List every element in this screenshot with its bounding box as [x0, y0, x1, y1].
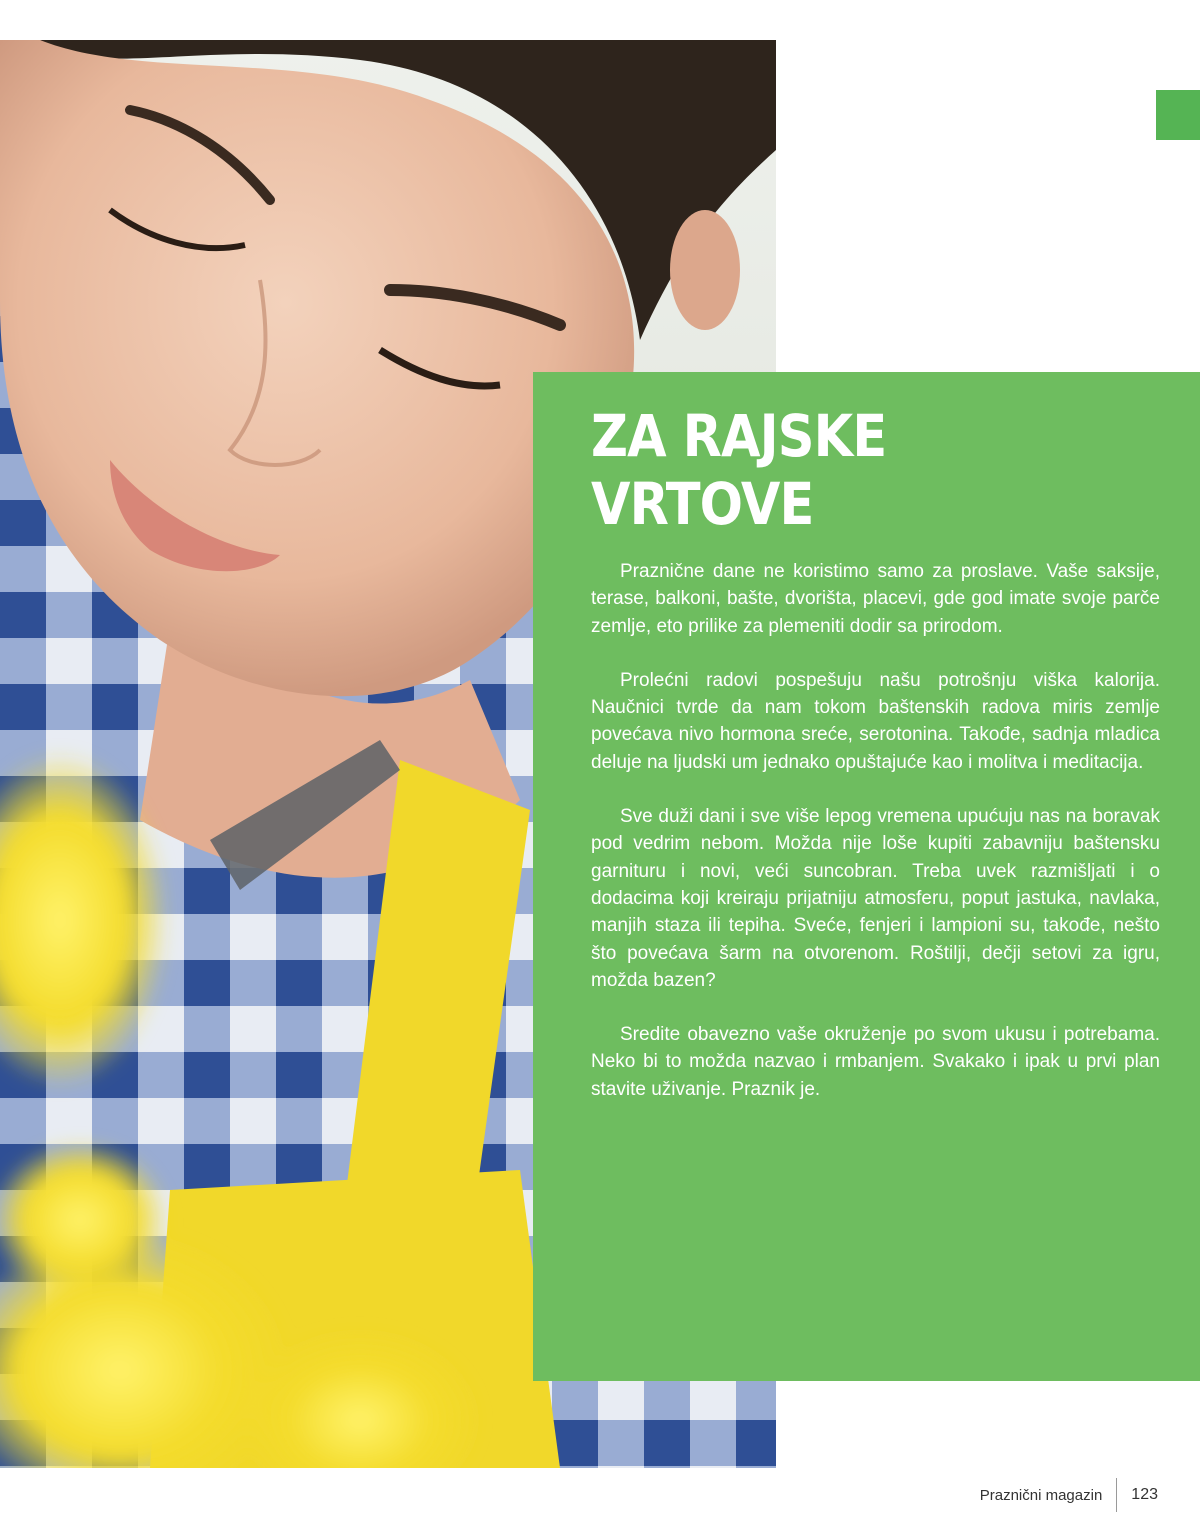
article-body [591, 558, 1160, 1103]
article-panel [533, 372, 1200, 1381]
title-line-1: ZA RAJSKE [591, 402, 887, 470]
article-paragraph: Sve duži dani i sve više lepog vremena upućuju nas na boravak pod vedrim nebom. Možda nije loše kupiti zabavniju baštensku garnituru i novi, veći suncobran. Treba uvek razmišljati i o dodacima koji kreiraju prijatniju atmosferu, poput jastuka, navlaka, manjih staza ili tepiha. Sveće, fenjeri i lampioni su, takođe, nešto što povećava šarm na otvorenom. Roštilji, dečji setovi za igru, možda bazen? [591, 806, 1160, 991]
article-paragraph: Praznične dane ne koristimo samo za proslave. Vaše saksije, terase, balkoni, bašte, dvorišta, placevi, gde god imate svoje parče zemlje, eto prilike za plemeniti dodir sa prirodom. [591, 561, 1160, 637]
article-paragraph: Prolećni radovi pospešuju našu potrošnju viška kalorija. Naučnici tvrde da nam tokom baštenskih radova miris zemlje povećava nivo hormona sreće, serotonina. Takođe, sadnja mladica deluje na ljudski um jednako opuštajuće kao i molitva i meditacija. [591, 669, 1160, 773]
magazine-name: Praznični magazin [979, 1486, 1103, 1504]
page-number: 123 [1131, 1486, 1158, 1503]
footer-divider [1116, 1478, 1117, 1512]
title-line-2: VRTOVE [591, 470, 814, 538]
ear [670, 210, 740, 330]
green-tab-accent [1156, 90, 1200, 140]
page-footer [980, 1478, 1158, 1512]
article-title [591, 402, 1092, 538]
article-paragraph: Sredite obavezno vaše okruženje po svom ukusu i potrebama. Neko bi to možda nazvao i rmbanjem. Svakako i ipak u prvi plan stavite uživanje. Praznik je. [591, 1024, 1160, 1100]
